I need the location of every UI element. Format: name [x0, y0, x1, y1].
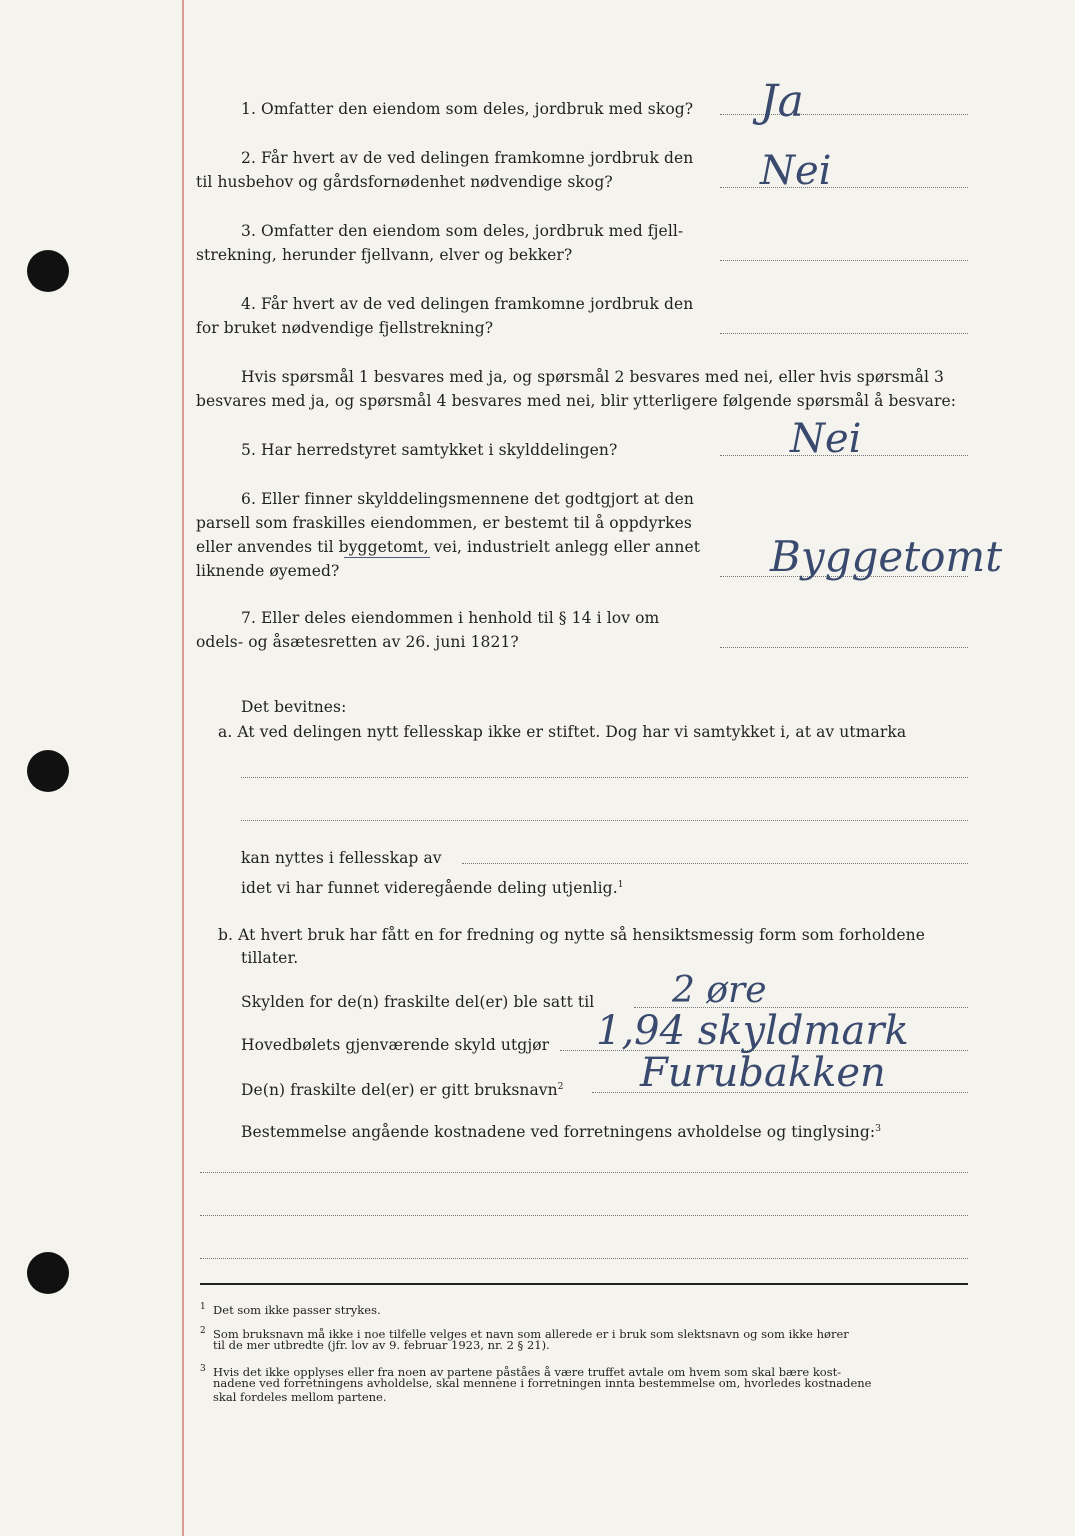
bruksnavn-value: Furubakken [640, 1050, 886, 1096]
punch-hole [27, 750, 69, 792]
kostnader-label-text: Bestemmelse angående kostnadene ved forretningens avholdelse og tinglysing: [241, 1123, 876, 1142]
footnote-number: 1 [200, 1302, 206, 1312]
margin-line [182, 0, 184, 1536]
witness-a-line1: a. At ved delingen nytt fellesskap ikke er stiftet. Dog har vi samtykket i, at av utmarka [218, 723, 907, 741]
question-6: 6. Eller finner skylddelingsmennene det godtgjort at den [241, 490, 694, 508]
question-6-line4: liknende øyemed? [196, 562, 340, 580]
intro-line1: Hvis spørsmål 1 besvares med ja, og spørsmål 2 besvares med nei, eller hvis spørsmål 3 [241, 368, 945, 386]
blank-line [241, 777, 968, 778]
question-7-line2: odels- og åsætesretten av 26. juni 1821? [196, 633, 519, 651]
question-5: 5. Har herredstyret samtykket i skylddelingen? [241, 441, 618, 459]
blank-line [200, 1172, 968, 1173]
bruksnavn-label-text: De(n) fraskilte del(er) er gitt bruksnavn [241, 1081, 558, 1100]
witness-a-line2: kan nyttes i fellesskap av [241, 849, 442, 867]
witness-b-line2: tillater. [241, 949, 299, 967]
answer-line [720, 647, 968, 648]
handwritten-underline [344, 557, 430, 558]
hovedbol-label: Hovedbølets gjenværende skyld utgjør [241, 1036, 550, 1054]
skyld-value: 2 øre [672, 970, 767, 1011]
bruksnavn-label [241, 1076, 564, 1102]
blank-line [462, 863, 968, 864]
question-4-line2: for bruket nødvendige fjellstrekning? [196, 319, 494, 337]
blank-line [241, 820, 968, 821]
punch-hole [27, 250, 69, 292]
footnote-ref: 3 [875, 1124, 882, 1134]
footnote-rule [200, 1283, 968, 1285]
answer-q5: Nei [790, 416, 862, 462]
question-2: 2. Får hvert av de ved delingen framkomne jordbruk den [241, 149, 694, 167]
skyld-label: Skylden for de(n) fraskilte del(er) ble satt til [241, 993, 595, 1011]
footnote-1-text: Det som ikke passer strykes. [213, 1302, 381, 1317]
footnote-number: 3 [200, 1364, 206, 1374]
footnote-ref: 2 [557, 1082, 564, 1092]
intro-line2: besvares med ja, og spørsmål 4 besvares med nei, blir ytterligere følgende spørsmål å besvare: [196, 392, 957, 410]
witness-heading: Det bevitnes: [241, 698, 347, 716]
footnote-2-line2: til de mer utbredte (jfr. lov av 9. februar 1923, nr. 2 § 21). [213, 1338, 550, 1352]
footnote-3-line1: Hvis det ikke opplyses eller fra noen av partene påståes å være truffet avtale om hvem som skal bære kost- [213, 1364, 842, 1379]
question-1: 1. Omfatter den eiendom som deles, jordbruk med skog? [241, 100, 694, 118]
answer-line [720, 187, 968, 188]
question-7: 7. Eller deles eiendommen i henhold til § 14 i lov om [241, 609, 660, 627]
question-3-line2: strekning, herunder fjellvann, elver og bekker? [196, 246, 573, 264]
question-6-line2: parsell som fraskilles eiendommen, er bestemt til å oppdyrkes [196, 514, 692, 532]
answer-line [720, 333, 968, 334]
footnote-number: 2 [200, 1326, 206, 1336]
punch-hole [27, 1252, 69, 1294]
blank-line [200, 1258, 968, 1259]
witness-a-line3 [241, 874, 624, 900]
footnote-ref: 1 [617, 880, 624, 890]
answer-line [720, 114, 968, 115]
kostnader-label [241, 1118, 881, 1144]
witness-b-line1: b. At hvert bruk har fått en for fredning og nytte så hensiktsmessig form som forholdene [218, 926, 926, 944]
footnote-3-line3: skal fordeles mellom partene. [213, 1390, 387, 1404]
hovedbol-value: 1,94 skyldmark [596, 1008, 909, 1054]
footnote-2-line1: Som bruksnavn må ikke i noe tilfelle velges et navn som allerede er i bruk som slektsnavn og som ikke hører [213, 1326, 849, 1341]
answer-q6: Byggetomt [770, 532, 1003, 581]
answer-line [720, 260, 968, 261]
blank-line [200, 1215, 968, 1216]
question-2-line2: til husbehov og gårdsfornødenhet nødvendige skog? [196, 173, 613, 191]
answer-q1: Ja [760, 76, 804, 127]
question-6-line3: eller anvendes til byggetomt, vei, industrielt anlegg eller annet [196, 538, 701, 556]
footnote-3-line2: nadene ved forretningens avholdelse, skal mennene i forretningen innta bestemmelse om, hvorledes kostnadene [213, 1376, 872, 1390]
answer-q2: Nei [760, 148, 832, 194]
witness-a-line3-text: idet vi har funnet videregående deling utjenlig. [241, 879, 618, 898]
question-4: 4. Får hvert av de ved delingen framkomne jordbruk den [241, 295, 694, 313]
footnote-1 [200, 1300, 381, 1317]
question-3: 3. Omfatter den eiendom som deles, jordbruk med fjell- [241, 222, 684, 240]
